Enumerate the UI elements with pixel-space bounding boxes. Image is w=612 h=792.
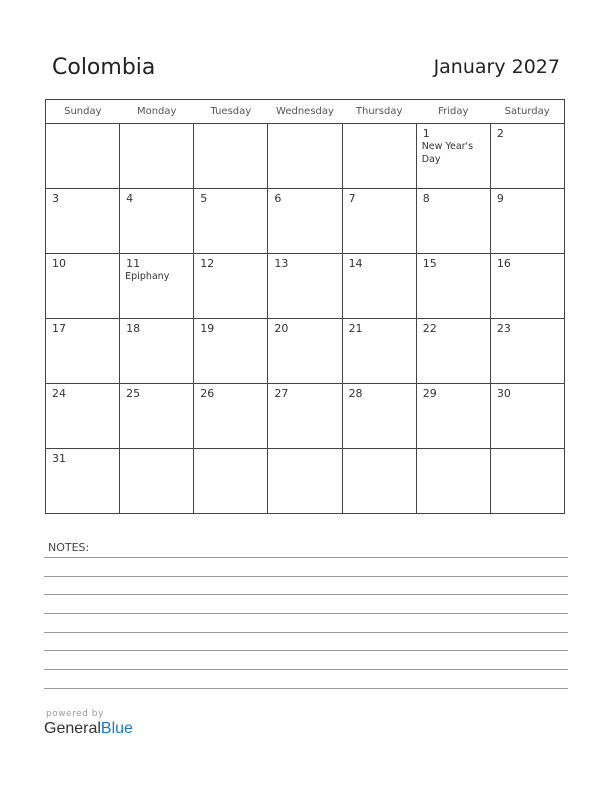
calendar-day-cell: [46, 189, 120, 254]
calendar-day-cell: [268, 449, 342, 514]
calendar-day-cell: [268, 189, 342, 254]
day-number: 18: [126, 322, 141, 335]
calendar-day-cell: [490, 449, 564, 514]
day-number: 7: [348, 192, 356, 205]
day-number: 29: [422, 387, 437, 400]
weekday-friday: Friday: [416, 100, 490, 124]
powered-by-text: powered by: [46, 709, 104, 719]
calendar-week-row: [46, 384, 565, 449]
calendar-day-cell: [194, 384, 268, 449]
calendar-day-cell: [120, 449, 194, 514]
calendar-day-cell: [194, 449, 268, 514]
month-year-title: January 2027: [433, 56, 560, 78]
calendar-week-row: [46, 124, 565, 189]
calendar-day-cell: [194, 189, 268, 254]
day-number: 20: [274, 322, 289, 335]
brand-general: General: [44, 720, 101, 737]
calendar-day-cell: [416, 384, 490, 449]
calendar-day-cell: [342, 124, 416, 189]
brand-blue: Blue: [100, 720, 133, 737]
day-number: 12: [200, 257, 215, 270]
calendar-day-cell: [46, 449, 120, 514]
day-number: 30: [496, 387, 511, 400]
calendar-day-cell: [268, 319, 342, 384]
calendar-day-cell: [194, 319, 268, 384]
calendar-day-cell: [268, 124, 342, 189]
weekday-thursday: Thursday: [342, 100, 416, 124]
calendar-day-cell: [120, 384, 194, 449]
calendar-day-cell: [490, 384, 564, 449]
day-number: 4: [126, 192, 134, 205]
calendar-day-cell: [46, 319, 120, 384]
holiday-label: New Year's Day: [421, 141, 474, 165]
calendar-day-cell: [46, 124, 120, 189]
day-number: 5: [200, 192, 208, 205]
calendar-day-cell: [490, 124, 564, 189]
calendar-week-row: [46, 319, 565, 384]
day-number: 21: [348, 322, 363, 335]
notes-label: NOTES:: [48, 541, 90, 554]
calendar-grid: [45, 99, 565, 514]
note-line: [44, 650, 568, 651]
calendar-day-cell: [46, 384, 120, 449]
calendar-day-cell: [120, 254, 194, 319]
weekday-header-row: [46, 100, 565, 124]
weekday-saturday: Saturday: [490, 100, 564, 124]
day-number: 17: [52, 322, 66, 335]
day-number: 16: [496, 257, 511, 270]
calendar-day-cell: [490, 254, 564, 319]
calendar-day-cell: [268, 384, 342, 449]
calendar-day-cell: [342, 449, 416, 514]
day-number: 3: [52, 192, 59, 205]
calendar-day-cell: [342, 254, 416, 319]
day-number: 6: [274, 192, 282, 205]
calendar-week-row: [46, 449, 565, 514]
brand-logo: [44, 720, 133, 738]
calendar-day-cell: [416, 449, 490, 514]
note-line: [44, 632, 568, 633]
calendar-day-cell: [194, 124, 268, 189]
country-title: Colombia: [52, 55, 156, 80]
day-number: 22: [422, 322, 437, 335]
calendar-week-row: [46, 189, 565, 254]
weekday-monday: Monday: [120, 100, 194, 124]
calendar-week-row: [46, 254, 565, 319]
note-line: [44, 669, 568, 670]
day-number: 1: [422, 127, 430, 140]
note-line: [44, 557, 568, 558]
day-number: 8: [422, 192, 430, 205]
holiday-label: Epiphany: [125, 271, 170, 282]
calendar-day-cell: [46, 254, 120, 319]
day-number: 31: [52, 452, 66, 465]
calendar-day-cell: [342, 384, 416, 449]
day-number: 26: [200, 387, 215, 400]
calendar-day-cell: [416, 319, 490, 384]
day-number: 11: [126, 257, 141, 270]
calendar-day-cell: [120, 319, 194, 384]
calendar-day-cell: [416, 189, 490, 254]
day-number: 2: [496, 127, 504, 140]
day-number: 14: [348, 257, 363, 270]
note-line: [44, 688, 568, 689]
weekday-wednesday: Wednesday: [268, 100, 342, 124]
day-number: 10: [52, 257, 66, 270]
calendar-day-cell: [120, 189, 194, 254]
day-number: 25: [126, 387, 141, 400]
calendar-day-cell: [342, 319, 416, 384]
day-number: 23: [496, 322, 511, 335]
note-line: [44, 576, 568, 577]
day-number: 13: [274, 257, 289, 270]
day-number: 15: [422, 257, 437, 270]
note-line: [44, 594, 568, 595]
day-number: 24: [52, 387, 66, 400]
calendar-day-cell: [268, 254, 342, 319]
day-number: 19: [200, 322, 215, 335]
day-number: 9: [496, 192, 504, 205]
calendar-day-cell: [490, 189, 564, 254]
calendar-day-cell: [416, 254, 490, 319]
calendar-day-cell: [194, 254, 268, 319]
calendar-day-cell: [120, 124, 194, 189]
weekday-tuesday: Tuesday: [194, 100, 268, 124]
calendar-day-cell: [490, 319, 564, 384]
day-number: 27: [274, 387, 289, 400]
calendar-day-cell: [342, 189, 416, 254]
note-line: [44, 613, 568, 614]
calendar-day-cell: [416, 124, 490, 189]
day-number: 28: [348, 387, 363, 400]
weekday-sunday: Sunday: [46, 100, 120, 124]
